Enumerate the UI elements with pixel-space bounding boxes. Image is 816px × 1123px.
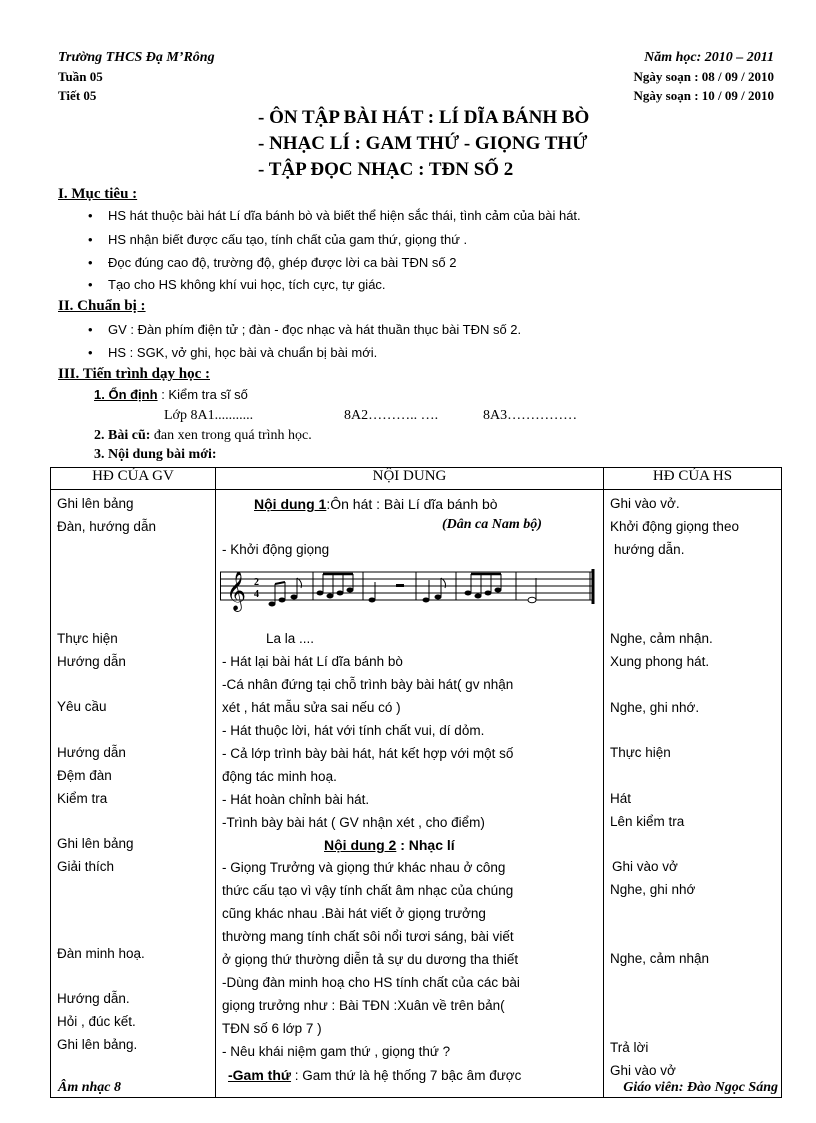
nd2-heading <box>324 837 455 853</box>
nd2-text: : Nhạc lí <box>400 837 455 853</box>
nd2-label: Nội dung 2 <box>324 837 397 853</box>
step-2-text: đan xen trong quá trình học. <box>153 428 312 443</box>
hs-line: Hát <box>610 791 632 806</box>
content-line: động tác minh hoạ. <box>222 769 337 784</box>
nd1-heading <box>254 496 498 512</box>
content-line: ở giọng thứ thường diễn tả sự du dương tha thiết <box>222 952 519 967</box>
svg-text:2: 2 <box>254 577 259 588</box>
hs-line: Thực hiện <box>610 745 671 760</box>
gv-line: Kiểm tra <box>57 791 108 806</box>
period: Tiết 05 <box>58 88 97 103</box>
objective-item: • HS nhận biết được cấu tạo, tính chất của gam thứ, giọng thứ . <box>108 232 467 247</box>
col-header-hs: HĐ CỦA HS <box>604 468 782 490</box>
process-heading: III. Tiến trình dạy học : <box>58 366 210 382</box>
hs-line: Khởi động giọng theo <box>610 519 739 534</box>
warmup-label: - Khởi động giọng <box>222 542 330 557</box>
objective-item: • Tạo cho HS không khí vui học, tích cực, tự giác. <box>108 277 386 292</box>
music-staff <box>220 564 596 614</box>
prep-heading: II. Chuẩn bị : <box>58 298 146 314</box>
content-line: thường mang tính chất sôi nổi tươi sáng, bài viết <box>222 929 514 944</box>
hs-line: Nghe, cảm nhận. <box>610 631 713 646</box>
hs-line: Lên kiểm tra <box>610 814 685 829</box>
content-line: - Hát thuộc lời, hát với tính chất vui, dí dỏm. <box>222 723 485 738</box>
hs-line: Nghe, ghi nhớ. <box>610 700 700 715</box>
hs-line: hướng dẫn. <box>614 542 685 557</box>
step-1-text: : Kiểm tra sĩ số <box>161 387 248 402</box>
prep-item: • HS : SGK, vở ghi, học bài và chuẩn bị bài mới. <box>108 345 377 360</box>
gv-line: Đệm đàn <box>57 768 112 783</box>
nd1-label: Nội dung 1 <box>254 496 327 512</box>
treble-clef-icon: 𝄞 <box>226 571 247 611</box>
step-1 <box>94 387 248 402</box>
content-line: -Dùng đàn minh hoạ cho HS tính chất của các bài <box>222 975 520 990</box>
content-line: thức cấu tạo vì vậy tính chất âm nhạc của chúng <box>222 883 514 898</box>
class-8a3: 8A3…………… <box>483 408 578 423</box>
gv-line: Thực hiện <box>57 631 118 646</box>
content-line: - Hát lại bài hát Lí dĩa bánh bò <box>222 654 403 669</box>
class-8a2: 8A2……….. …. <box>344 408 439 423</box>
week: Tuần 05 <box>58 69 103 84</box>
content-column <box>216 490 604 1098</box>
gam-thu-text: : Gam thứ là hệ thống 7 bậc âm được <box>294 1068 522 1083</box>
gv-line: Hướng dẫn <box>57 654 126 669</box>
school-name: Trường THCS Đạ M’Rông <box>58 50 215 65</box>
step-1-label: 1. Ổn định <box>94 387 158 402</box>
class-8a1: Lớp 8A1........... <box>164 408 254 423</box>
step-3: 3. Nội dung bài mới: <box>94 447 217 462</box>
gv-line: Yêu cầu <box>57 699 107 714</box>
hs-line: Trả lời <box>610 1040 649 1055</box>
objective-item: • HS hát thuộc bài hát Lí dĩa bánh bò và biết thể hiện sắc thái, tình cảm của bài hát. <box>108 208 581 223</box>
gv-line: Đàn minh hoạ. <box>57 946 145 961</box>
gv-column <box>51 490 216 1098</box>
gv-line: Giải thích <box>57 859 115 874</box>
gv-line: Ghi lên bảng <box>57 496 134 511</box>
hs-line: Nghe, cảm nhận <box>610 951 710 966</box>
content-line: TĐN số 6 lớp 7 ) <box>222 1021 322 1036</box>
gv-line: Đàn, hướng dẫn <box>57 519 156 534</box>
lala-lyrics: La la .... <box>266 631 315 646</box>
content-line: xét , hát mẫu sửa sai nếu có ) <box>222 700 401 715</box>
step-2-label: 2. Bài cũ: <box>94 428 151 443</box>
gv-line: Ghi lên bảng <box>57 836 134 851</box>
prep-item: • GV : Đàn phím điện tử ; đàn - đọc nhạc và hát thuần thục bài TĐN số 2. <box>108 322 521 337</box>
content-line: cũng khác nhau .Bài hát viết ở giọng trưởng <box>222 906 486 921</box>
svg-text:4: 4 <box>254 589 259 600</box>
lesson-table <box>50 467 782 1098</box>
gv-line: Ghi lên bảng. <box>57 1037 138 1052</box>
school-year: Năm học: 2010 – 2011 <box>644 50 774 65</box>
gam-thu-line <box>228 1067 521 1083</box>
content-line: -Trình bày bài hát ( GV nhận xét , cho điểm) <box>222 815 485 830</box>
col-header-gv: HĐ CỦA GV <box>51 468 216 490</box>
lesson-title-1: - ÔN TẬP BÀI HÁT : LÍ DĨA BÁNH BÒ <box>258 107 590 128</box>
gv-line: Hướng dẫn. <box>57 991 130 1006</box>
footer-teacher: Giáo viên: Đào Ngọc Sáng <box>623 1080 778 1095</box>
content-line: - Giọng Trưởng và giọng thứ khác nhau ở công <box>222 860 506 875</box>
gv-line: Hướng dẫn <box>57 745 126 760</box>
col-header-content: NỘI DUNG <box>216 468 604 490</box>
gv-line: Hỏi , đúc kết. <box>57 1014 136 1029</box>
hs-line: Ghi vào vở <box>612 859 678 874</box>
lesson-title-3: - TẬP ĐỌC NHẠC : TĐN SỐ 2 <box>258 159 514 180</box>
objectives-heading: I. Mục tiêu : <box>58 186 138 202</box>
prep-date: Ngày soạn : 08 / 09 / 2010 <box>633 69 774 84</box>
content-line: -Cá nhân đứng tại chỗ trình bày bài hát( gv nhận <box>222 677 514 692</box>
objective-item: • Đọc đúng cao độ, trường độ, ghép được lời ca bài TĐN số 2 <box>108 255 456 270</box>
nd1-text: :Ôn hát : Bài Lí dĩa bánh bò <box>326 496 498 512</box>
footer-subject: Âm nhạc 8 <box>58 1080 122 1095</box>
content-line: - Hát hoàn chỉnh bài hát. <box>222 792 370 807</box>
content-line: - Nêu khái niệm gam thứ , giọng thứ ? <box>222 1044 451 1059</box>
step-2 <box>94 428 312 444</box>
hs-line: Nghe, ghi nhớ <box>610 882 696 897</box>
hs-line: Ghi vào vở. <box>610 496 680 511</box>
nd1-origin: (Dân ca Nam bộ) <box>442 517 542 532</box>
content-line: - Cả lớp trình bày bài hát, hát kết hợp với một số <box>222 746 514 761</box>
gam-thu-label: -Gam thứ <box>228 1067 292 1083</box>
content-line: giọng trưởng như : Bài TĐN :Xuân về trên bản( <box>222 998 505 1013</box>
teach-date: Ngày soạn : 10 / 09 / 2010 <box>633 88 774 103</box>
hs-column <box>604 490 782 1098</box>
hs-line: Ghi vào vở <box>610 1063 676 1078</box>
lesson-title-2: - NHẠC LÍ : GAM THỨ - GIỌNG THỨ <box>258 133 588 154</box>
hs-line: Xung phong hát. <box>610 654 710 669</box>
